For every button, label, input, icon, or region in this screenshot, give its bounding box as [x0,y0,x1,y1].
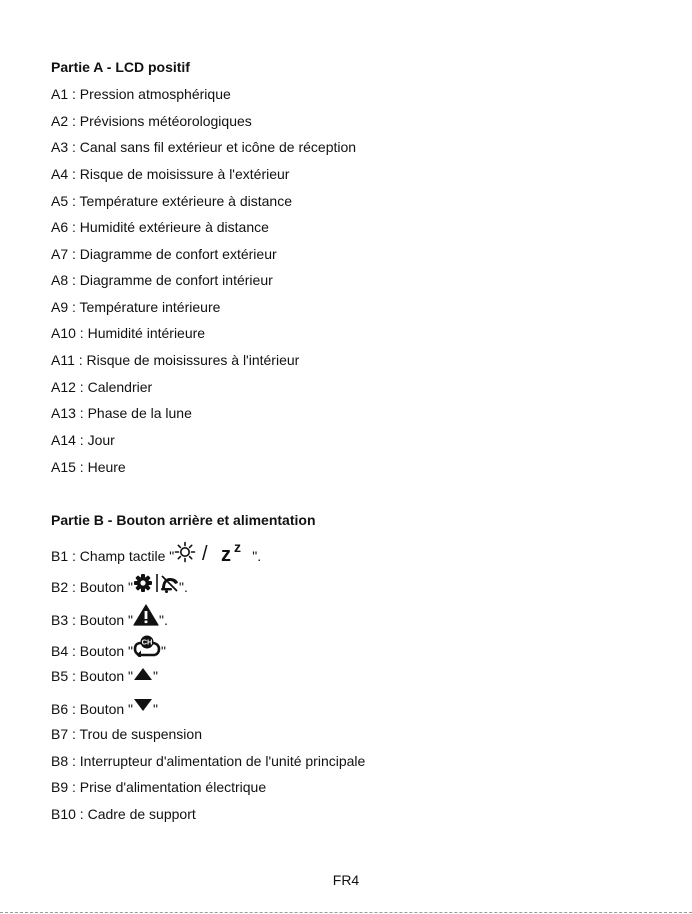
list-item-a6: A6 : Humidité extérieure à distance [51,219,269,235]
b1-prefix: B1 : Champ tactile " [51,548,175,564]
part-a-heading: Partie A - LCD positif [51,59,190,75]
list-item-a9: A9 : Température intérieure [51,299,221,315]
b2-prefix: B2 : Bouton " [51,579,134,595]
b2-suffix: ". [179,579,188,595]
list-item-a10: A10 : Humidité intérieure [51,325,206,341]
page-bottom-rule [0,912,692,913]
list-item-b5 [51,667,158,685]
list-item-a15: A15 : Heure [51,459,126,475]
part-b-heading: Partie B - Bouton arrière et alimentation [51,512,316,528]
list-item-b1 [51,541,261,565]
b1-suffix: ". [252,548,262,564]
b6-prefix: B6 : Bouton " [51,701,134,717]
list-item-a4: A4 : Risque de moisissure à l'extérieur [51,166,290,182]
b4-prefix: B4 : Bouton " [51,643,134,659]
channel-icon [133,635,161,657]
list-item-a14: A14 : Jour [51,432,115,448]
sleep-z-small: z [234,541,242,555]
list-item-b4 [51,635,166,660]
list-item-b8: B8 : Interrupteur d'alimentation de l'unité principale [51,753,366,769]
b6-suffix: " [153,701,159,717]
list-item-a1: A1 : Pression atmosphérique [51,86,231,102]
list-item-a12: A12 : Calendrier [51,379,153,395]
warning-icon [133,604,159,626]
b3-prefix: B3 : Bouton " [51,612,134,628]
up-arrow-icon [133,667,153,681]
list-item-b7: B7 : Trou de suspension [51,726,202,742]
list-item-b6 [51,698,158,718]
list-item-a8: A8 : Diagramme de confort intérieur [51,272,273,288]
list-item-a13: A13 : Phase de la lune [51,405,192,421]
b5-prefix: B5 : Bouton " [51,668,134,684]
list-item-b3 [51,604,168,629]
page-number: FR4 [332,872,360,888]
b3-suffix: ". [159,612,168,628]
list-item-b2 [51,573,188,596]
list-item-a3: A3 : Canal sans fil extérieur et icône de réception [51,139,357,155]
list-item-a11: A11 : Risque de moisissures à l'intérieur [51,352,300,368]
list-item-b10: B10 : Cadre de support [51,806,196,822]
channel-icon-label: CH [141,637,153,647]
list-item-b9: B9 : Prise d'alimentation électrique [51,779,267,795]
gear-alarm-icon [133,573,179,593]
list-item-a5: A5 : Température extérieure à distance [51,193,292,209]
list-item-a2: A2 : Prévisions météorologiques [51,113,252,129]
b5-suffix: " [153,668,159,684]
b4-suffix: " [161,643,167,659]
sun-sleep-separator: / [202,543,208,563]
list-item-a7: A7 : Diagramme de confort extérieur [51,246,277,262]
sleep-z-large: z [221,544,232,563]
sun-sleep-icon [174,541,252,563]
down-arrow-icon [133,698,153,712]
